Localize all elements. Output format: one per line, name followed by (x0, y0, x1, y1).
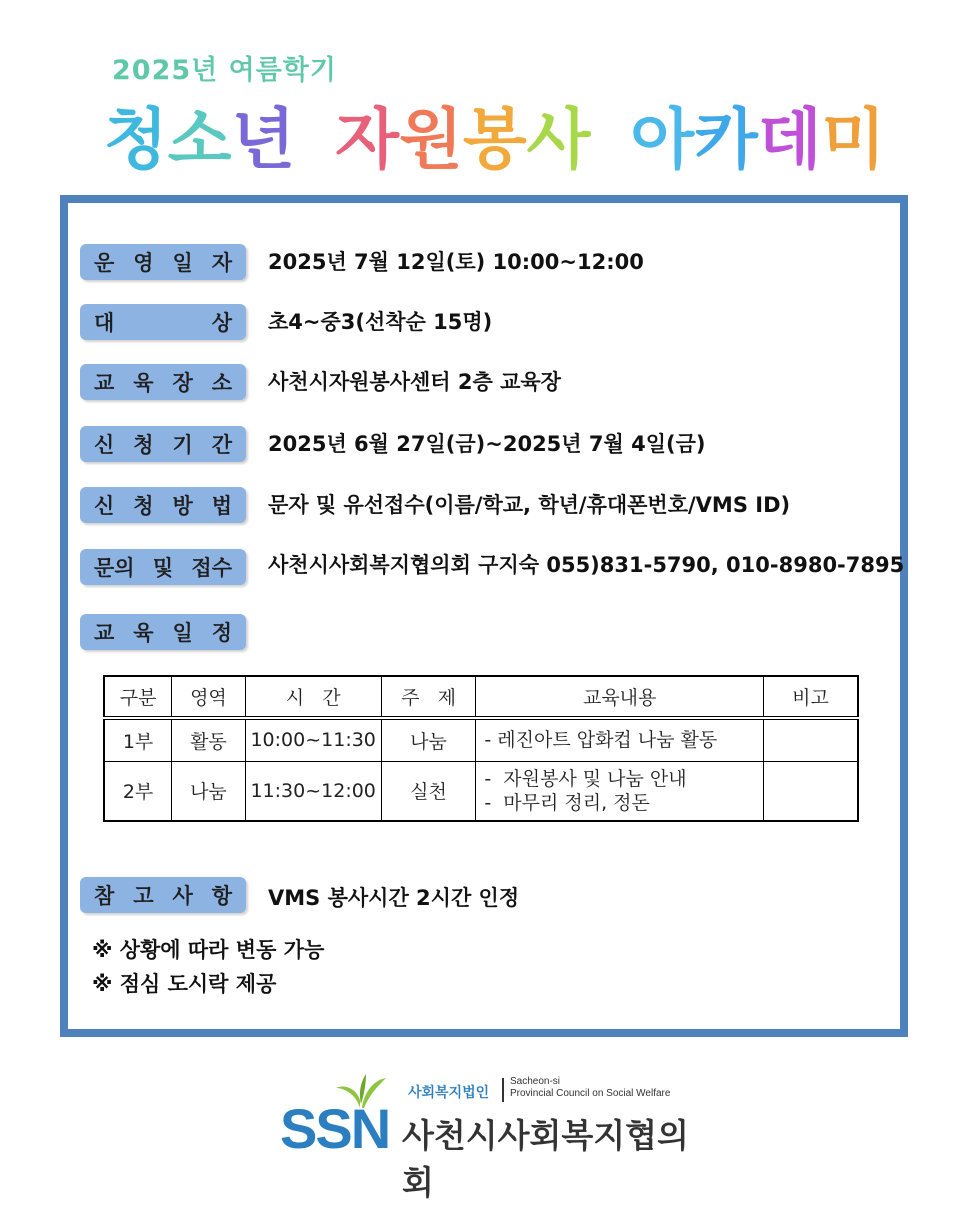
title-char: 데 (757, 100, 822, 178)
label-char: 소 (211, 371, 232, 395)
label-char: 신 (94, 433, 115, 457)
label-schedule (80, 614, 246, 650)
label-char: 상 (211, 311, 232, 335)
value-application-method: 문자 및 유선접수(이름/학교, 학년/휴대폰번호/VMS ID) (268, 493, 791, 517)
label-char: 항 (211, 884, 232, 908)
value-location: 사천시자원봉사센터 2층 교육장 (268, 370, 561, 394)
table-row (104, 761, 858, 821)
title-char: 카 (694, 100, 758, 178)
english-name-line: Provincial Council on Social Welfare (510, 1088, 671, 1099)
value-inquiry: 사천시사회복지협의회 구지숙 055)831-5790, 010-8980-7895 (268, 553, 905, 577)
cell-topic: 나눔 (381, 718, 476, 761)
logo-divider (502, 1078, 504, 1102)
label-char: 청 (133, 494, 154, 518)
table-row (104, 718, 858, 761)
label-char: 영 (133, 251, 154, 275)
ssn-logotype: SSN (280, 1097, 390, 1160)
label-char: 교 (94, 621, 115, 645)
title-char: 미 (821, 100, 886, 178)
note-line: ※ 상황에 따라 변동 가능 (92, 938, 325, 962)
title-char: 소 (167, 100, 232, 178)
label-char: 일 (172, 251, 193, 275)
cell-content (476, 718, 764, 761)
cell-note (764, 718, 858, 761)
label-char: 정 (211, 621, 232, 645)
label-char: 자 (211, 251, 232, 275)
cell-topic: 실천 (381, 761, 476, 821)
header-topic: 주 제 (381, 676, 476, 718)
label-char: 대 (94, 311, 115, 335)
label-char: 및 (152, 556, 174, 580)
label-char: 방 (172, 494, 193, 518)
label-char: 고 (133, 884, 154, 908)
organization-name: 사천시사회복지협의회 (402, 1116, 689, 1202)
content-line: - 마무리 정리, 정돈 (484, 791, 650, 814)
header-time: 시 간 (245, 676, 381, 718)
header-area: 영역 (172, 676, 246, 718)
main-title (104, 88, 885, 178)
title-char: 사 (526, 100, 591, 178)
label-char: 장 (172, 371, 193, 395)
label-operation-date (80, 244, 246, 280)
note-line: ※ 점심 도시락 제공 (92, 972, 277, 996)
cell-area: 나눔 (172, 761, 246, 821)
cell-time: 11:30~12:00 (245, 761, 381, 821)
value-application-period: 2025년 6월 27일(금)~2025년 7월 4일(금) (268, 432, 706, 456)
label-char: 일 (172, 621, 193, 645)
label-application-period (80, 426, 246, 462)
cell-content (476, 761, 764, 821)
cell-note (764, 761, 858, 821)
cell-part: 2부 (104, 761, 172, 821)
header-part: 구분 (104, 676, 172, 718)
label-char: 참 (94, 884, 115, 908)
label-char: 문의 (94, 556, 135, 580)
label-char: 육 (133, 371, 154, 395)
label-char: 신 (94, 494, 115, 518)
title-char: 봉 (462, 100, 527, 178)
title-char: 자 (335, 100, 400, 178)
table-header-row (104, 676, 858, 718)
header-note: 비고 (764, 676, 858, 718)
content-line: - 자원봉사 및 나눔 안내 (484, 767, 687, 790)
label-inquiry (80, 549, 246, 585)
header-content: 교육내용 (476, 676, 764, 718)
title-char: 아 (630, 100, 695, 178)
value-target: 초4~중3(선착순 15명) (268, 310, 493, 334)
value-operation-date: 2025년 7월 12일(토) 10:00~12:00 (268, 250, 644, 274)
label-char: 사 (172, 884, 193, 908)
semester-subtitle: 2025년 여름학기 (112, 55, 337, 86)
label-char: 청 (133, 433, 154, 457)
label-reference (80, 877, 246, 913)
label-char: 육 (133, 621, 154, 645)
label-char: 법 (211, 494, 232, 518)
organization-logo (280, 1068, 700, 1202)
corp-type: 사회복지법인 (408, 1085, 490, 1101)
content-line: - 레진아트 압화컵 나눔 활동 (484, 729, 718, 752)
label-char: 운 (94, 251, 115, 275)
cell-area: 활동 (172, 718, 246, 761)
title-char: 원 (399, 100, 463, 178)
label-char: 간 (211, 433, 232, 457)
cell-part: 1부 (104, 718, 172, 761)
english-name-line: Sacheon-si (510, 1076, 561, 1087)
label-application-method (80, 487, 246, 523)
title-char: 년 (231, 100, 296, 178)
label-location (80, 364, 246, 400)
title-char: 청 (104, 100, 168, 178)
english-name (510, 1076, 670, 1100)
label-char: 교 (94, 371, 115, 395)
schedule-table (103, 675, 859, 822)
label-char: 기 (172, 433, 193, 457)
label-char: 접수 (191, 556, 232, 580)
label-target (80, 304, 246, 340)
cell-time: 10:00~11:30 (245, 718, 381, 761)
value-reference: VMS 봉사시간 2시간 인정 (268, 886, 520, 910)
